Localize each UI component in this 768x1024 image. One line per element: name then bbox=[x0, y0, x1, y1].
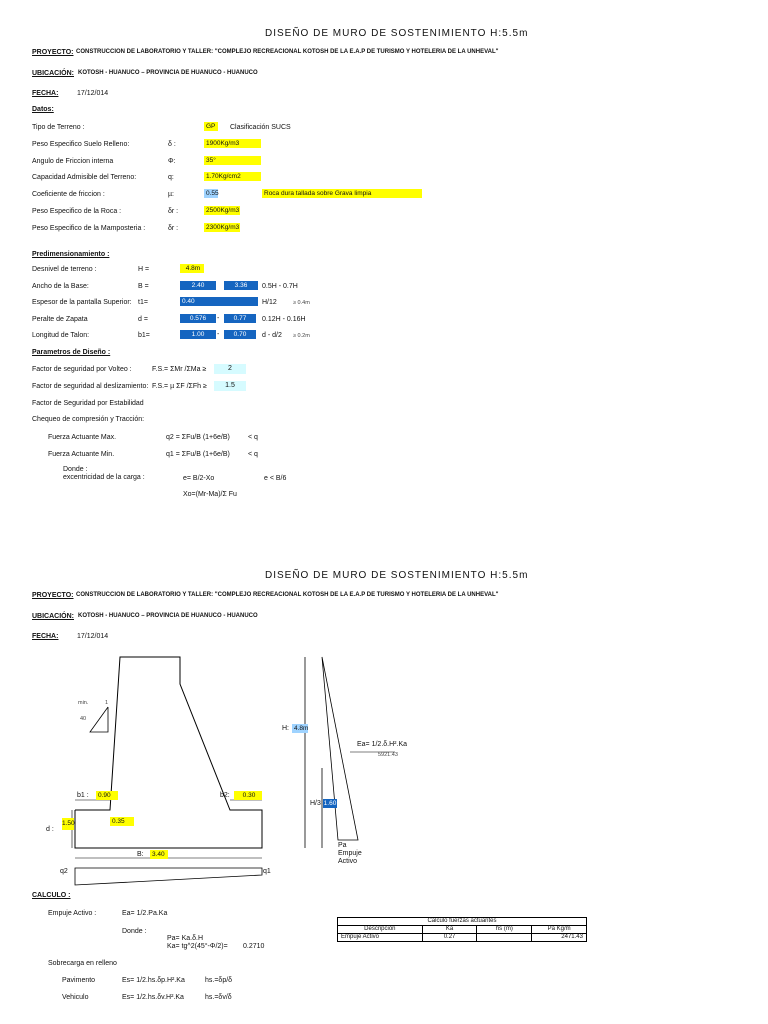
diagram-one: 1 bbox=[105, 700, 109, 706]
fmax-cond: < q bbox=[248, 434, 258, 441]
datos-label-0: Tipo de Terreno : bbox=[32, 124, 85, 131]
predim-label-0: Desnivel de terreno : bbox=[32, 266, 97, 273]
diagram-pa: Pa bbox=[338, 842, 347, 849]
predim-formula-4: d - d/2 bbox=[262, 332, 282, 339]
earth-pressure-triangle bbox=[322, 657, 358, 840]
xo-formula: Xo=(Mr-Ma)/Σ Fu bbox=[183, 491, 237, 498]
calculo-label: CALCULO : bbox=[32, 892, 71, 899]
sheet1-datos-label: Datos: bbox=[32, 106, 54, 113]
datos-label-6: Peso Especifico de la Mamposteria : bbox=[32, 225, 146, 232]
datos-label-4: Coeficiente de friccion : bbox=[32, 191, 105, 198]
diagram-b-label: B: bbox=[137, 851, 144, 858]
diagram-b2-label: b2: bbox=[220, 792, 230, 799]
predim-dash-4: - bbox=[217, 331, 220, 338]
predim-formula-1: 0.5H - 0.7H bbox=[262, 283, 298, 290]
diagram-activo: Activo bbox=[338, 858, 358, 865]
predim-formula-3: 0.12H - 0.16H bbox=[262, 316, 306, 323]
diagram-d-label: d : bbox=[46, 826, 54, 833]
datos-label-3: Capacidad Admisible del Terreno: bbox=[32, 174, 137, 181]
datos-label-5: Peso Especifico de la Roca : bbox=[32, 208, 122, 215]
table-cell: 2471.43 bbox=[532, 934, 587, 942]
slope-triangle bbox=[90, 707, 108, 732]
predim-dash-3: - bbox=[217, 315, 220, 322]
sheet1-title: DISEÑO DE MURO DE SOSTENIMIENTO H:5.5m bbox=[265, 28, 529, 39]
predim-cond-4: ≥ 0.2m bbox=[293, 333, 310, 339]
pavimento-hs: hs.=δp/δ bbox=[205, 977, 233, 984]
predim-v2-3: 0.77 bbox=[224, 314, 256, 323]
diagram-h3-value: 1.60 bbox=[323, 800, 337, 807]
predim-v1-0: 4.8m bbox=[180, 264, 204, 273]
diagram-ea-formula: Ea= 1/2.δ.H².Ka bbox=[357, 741, 408, 748]
datos-sym-4: µ: bbox=[168, 191, 174, 198]
predim-v2-1: 3.36 bbox=[224, 281, 258, 290]
vehiculo-formula: Es= 1/2.hs.δv.H².Ka bbox=[122, 994, 184, 1001]
sheet1-fecha-value: 17/12/014 bbox=[77, 90, 109, 97]
sheet2-fecha-value: 17/12/014 bbox=[77, 633, 109, 640]
datos-sym-5: δr : bbox=[168, 208, 179, 215]
diagram-b1-label: b1 : bbox=[77, 792, 89, 799]
sheet1-proyecto-label: PROYECTO: bbox=[32, 49, 74, 56]
param-formula-1: F.S.= µ ΣF /ΣFh ≥ bbox=[152, 383, 207, 390]
predim-label-2: Espesor de la pantalla Superior: bbox=[32, 299, 132, 306]
sheet2-proyecto-value: CONSTRUCCION DE LABORATORIO Y TALLER: "COMPLEJO RECREACIONAL KOTOSH DE LA E.A.P DE TURISMO Y HOTELERIA DE LA UNHEVAL" bbox=[76, 592, 499, 598]
param-label-1: Factor de seguridad al deslizamiento: bbox=[32, 383, 149, 390]
datos-sym-2: Φ: bbox=[168, 158, 176, 165]
param-label: Parametros de Diseño : bbox=[32, 349, 111, 356]
diagram-q1: q1 bbox=[263, 868, 271, 875]
table-cell bbox=[477, 934, 532, 942]
datos-value-3: 1.70Kg/cm2 bbox=[204, 172, 261, 181]
predim-v2-4: 0.70 bbox=[224, 330, 256, 339]
sheet2-ubicacion-label: UBICACIÓN: bbox=[32, 613, 74, 620]
param-label-0: Factor de seguridad por Volteo : bbox=[32, 366, 132, 373]
datos-value-5: 2500Kg/m3 bbox=[206, 207, 240, 214]
empuje-activo-label: Empuje Activo : bbox=[48, 910, 97, 917]
diagram-b-value: 3.40 bbox=[150, 850, 168, 859]
predim-formula-2: H/12 bbox=[262, 299, 277, 306]
sheet1-fecha-label: FECHA: bbox=[32, 90, 59, 97]
pavimento-label: Pavimento bbox=[62, 977, 96, 984]
donde-label: Donde : bbox=[63, 466, 88, 473]
table-header: hs (m) bbox=[477, 926, 532, 934]
datos-label-2: Angulo de Friccion interna bbox=[32, 158, 114, 165]
datos-value-6: 2300Kg/m3 bbox=[206, 224, 240, 231]
sobrecarga-label: Sobrecarga en relleno bbox=[48, 960, 117, 967]
datos-note-0: Clasificación SUCS bbox=[230, 124, 291, 131]
sheet2-ubicacion-value: KOTOSH - HUANUCO – PROVINCIA DE HUANUCO - HUANUCO bbox=[78, 613, 258, 619]
sheet2-title: DISEÑO DE MURO DE SOSTENIMIENTO H:5.5m bbox=[265, 570, 529, 581]
fmax-label: Fuerza Actuante Max. bbox=[48, 434, 117, 441]
fmin-label: Fuerza Actuante Min. bbox=[48, 451, 115, 458]
datos-value-2: 35° bbox=[204, 156, 261, 165]
estab-label: Factor de Seguridad por Estabilidad bbox=[32, 400, 144, 407]
predim-sym-4: b1= bbox=[138, 332, 150, 339]
datos-note-4: Roca dura tallada sobre Grava limpia bbox=[262, 189, 422, 198]
diagram-q2: q2 bbox=[60, 868, 68, 875]
diagram-h-value: 4.8m bbox=[294, 725, 309, 732]
fuerzas-table bbox=[337, 917, 587, 942]
pa-formula: Pa= Ka.δ.H bbox=[167, 935, 203, 942]
sheet1-proyecto-value: CONSTRUCCION DE LABORATORIO Y TALLER: "COMPLEJO RECREACIONAL KOTOSH DE LA E.A.P DE TURISMO Y HOTELERIA DE LA UNHEVAL" bbox=[76, 49, 499, 55]
predim-label-3: Peralte de Zapata bbox=[32, 316, 88, 323]
diagram-b2-value: 0.30 bbox=[234, 791, 262, 800]
predim-label-4: Longitud de Talon: bbox=[32, 332, 90, 339]
diagram-d-value: 1.50 bbox=[62, 818, 74, 830]
diagram-ea-value: 5921.43 bbox=[378, 752, 398, 758]
soil-pressure-diagram bbox=[75, 868, 262, 885]
param-value-1: 1.5 bbox=[214, 381, 246, 391]
empuje-activo-formula: Ea= 1/2.Pa.Ka bbox=[122, 910, 168, 917]
predim-sym-1: B = bbox=[138, 283, 149, 290]
sheet1-ubicacion-label: UBICACIÓN: bbox=[32, 70, 74, 77]
predim-label: Predimensionamiento : bbox=[32, 251, 110, 258]
diagram-empuje: Empuje bbox=[338, 850, 362, 857]
predim-v1-4: 1.00 bbox=[180, 330, 216, 339]
datos-value-4: 0.55 bbox=[206, 190, 219, 197]
diagram-b1-value: 0.90 bbox=[96, 791, 118, 800]
chequeo-label: Chequeo de compresión y Tracción: bbox=[32, 416, 145, 423]
table-cell: 0.27 bbox=[422, 934, 477, 942]
predim-sym-2: t1= bbox=[138, 299, 148, 306]
predim-cond-2: ≥ 0.4m bbox=[293, 300, 310, 306]
diagram-min: min. bbox=[78, 700, 89, 706]
datos-sym-1: δ : bbox=[168, 141, 176, 148]
diagram-forty: 40 bbox=[80, 716, 87, 722]
predim-v1-3: 0.576 bbox=[180, 314, 216, 323]
datos-label-1: Peso Especifico Suelo Relleno: bbox=[32, 141, 130, 148]
table-title: Calculo fuerzas actuantes bbox=[338, 918, 587, 926]
sheet1-ubicacion-value: KOTOSH - HUANUCO – PROVINCIA DE HUANUCO - HUANUCO bbox=[78, 70, 258, 76]
vehiculo-hs: hs.=δv/δ bbox=[205, 994, 232, 1001]
fmin-formula: q1 = ΣFu/B (1+6e/B) bbox=[166, 451, 230, 458]
datos-value-1: 1900Kg/m3 bbox=[204, 139, 261, 148]
diagram-h-label: H: bbox=[282, 725, 289, 732]
diagram-t-value: 0.35 bbox=[110, 817, 134, 826]
e-formula: e= B/2-Xo bbox=[183, 475, 215, 482]
datos-sym-3: q: bbox=[168, 174, 174, 181]
fmin-cond: < q bbox=[248, 451, 258, 458]
table-cell: Empuje Activo bbox=[338, 934, 423, 942]
wall-outline bbox=[75, 657, 262, 848]
e-cond: e < B/6 bbox=[264, 475, 287, 482]
vehiculo-label: Vehiculo bbox=[62, 994, 89, 1001]
ka-value: 0.2710 bbox=[243, 943, 265, 950]
predim-sym-3: d = bbox=[138, 316, 148, 323]
sheet2-proyecto-label: PROYECTO: bbox=[32, 592, 74, 599]
fmax-formula: q2 = ΣFu/B (1+6e/B) bbox=[166, 434, 230, 441]
predim-v1-1: 2.40 bbox=[180, 281, 216, 290]
table-header: Ka bbox=[422, 926, 477, 934]
ka-formula: Ka= tg^2(45°-Φ/2)= bbox=[167, 943, 228, 950]
datos-value-0: GP bbox=[204, 122, 218, 131]
predim-v1-2: 0.40 bbox=[180, 297, 258, 306]
table-row bbox=[338, 934, 587, 942]
param-formula-0: F.S.= ΣMr /ΣMa ≥ bbox=[152, 366, 207, 373]
diagram-h3-label: H/3 bbox=[310, 800, 321, 807]
table-header: Descripción bbox=[338, 926, 423, 934]
predim-label-1: Ancho de la Base: bbox=[32, 283, 89, 290]
datos-sym-6: δr : bbox=[168, 225, 179, 232]
pavimento-formula: Es= 1/2.hs.δp.H².Ka bbox=[122, 977, 185, 984]
predim-sym-0: H = bbox=[138, 266, 150, 273]
calc-donde: Donde : bbox=[122, 928, 147, 935]
excentricidad-label: excentricidad de la carga : bbox=[63, 474, 145, 481]
param-value-0: 2 bbox=[214, 364, 246, 374]
sheet2-fecha-label: FECHA: bbox=[32, 633, 59, 640]
table-header: Pa Kg/m bbox=[532, 926, 587, 934]
